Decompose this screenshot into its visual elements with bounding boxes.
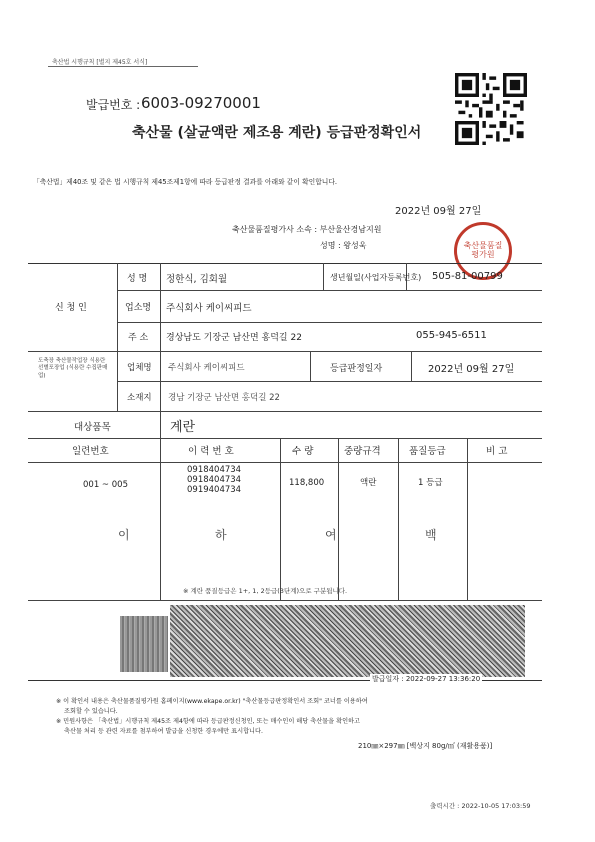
col-header-grade: 품질등급	[409, 446, 446, 457]
grade-date: 2022년 09월 27일	[428, 364, 515, 375]
company-name: 주식회사 케이씨피드	[166, 303, 252, 314]
row-trace-2: 0918404734	[187, 475, 242, 485]
issuer-org: 축산물품질평가사 소속 : 부산울산경남지원	[232, 225, 382, 234]
note-line-3: ※ 민원사항은 「축산법」시행규칙 제45조 제4항에 따라 등급판정신청인, 또는 매수인이 해당 축산물을 확인하고	[56, 718, 361, 725]
obscured-block	[120, 616, 168, 672]
form-note: 축산법 시행규칙 [별지 제45호 서식]	[52, 59, 148, 66]
issue-number: 6003-09270001	[141, 94, 261, 112]
print-issue-time: 발급일자 : 2022-09-27 13:36:20	[372, 675, 481, 683]
blank-mark-4: 백	[425, 528, 437, 542]
divider	[338, 438, 339, 600]
col-header-note: 비 고	[486, 446, 508, 457]
divider	[160, 263, 161, 351]
applicant-regno: 505-81-00799	[432, 271, 503, 282]
note-line-2: 조회할 수 있습니다.	[64, 708, 118, 715]
divider	[28, 462, 542, 463]
note-line-1: ※ 이 확인서 내용은 축산물품질평가원 홈페이지(www.ekape.or.kr) "축산물등급판정확인서 조회" 코너를 이용하여	[56, 698, 368, 705]
divider	[398, 438, 399, 600]
blank-mark-3: 여	[325, 528, 337, 542]
divider	[117, 290, 542, 291]
blank-mark-1: 이	[118, 528, 130, 542]
address-label: 주 소	[128, 333, 149, 343]
grade-date-label: 등급판정일자	[330, 364, 383, 374]
company-label: 업소명	[125, 303, 152, 313]
issue-label: 발급번호 :	[86, 98, 141, 112]
row-trace-3: 0919404734	[187, 485, 242, 495]
header-divider	[48, 66, 198, 67]
workplace-name-label: 업체명	[127, 363, 152, 373]
divider	[117, 381, 542, 382]
address: 경상남도 기장군 남산면 홍덕길 22	[166, 333, 302, 343]
divider	[28, 600, 542, 601]
table-top-border	[28, 263, 542, 264]
qr-code-icon	[455, 73, 527, 145]
applicant-name-label: 성 명	[127, 274, 148, 284]
col-header-trace: 이 력 번 호	[188, 446, 234, 457]
phone: 055-945-6511	[416, 330, 487, 341]
divider	[28, 438, 542, 439]
product-value: 계란	[170, 420, 196, 435]
row-trace-1: 0918404734	[187, 465, 242, 475]
col-header-weight: 중량규격	[344, 446, 381, 457]
issue-date: 2022년 09월 27일	[395, 206, 482, 217]
location-label: 소재지	[127, 393, 152, 403]
divider	[467, 438, 468, 600]
col-header-serial: 일련번호	[72, 446, 109, 457]
paper-spec: 210㎜×297㎜ [백상지 80g/㎡ (재활용품)]	[358, 742, 493, 750]
col-header-qty: 수 량	[292, 446, 314, 457]
blank-mark-2: 하	[215, 528, 227, 542]
divider	[28, 351, 542, 352]
row-serial: 001 ~ 005	[83, 480, 128, 490]
applicant-section-label: 신 청 인	[55, 303, 87, 313]
row-qty: 118,800	[289, 478, 325, 488]
document-title: 축산물 (살균액란 제조용 계란) 등급판정확인서	[132, 125, 422, 141]
applicant-regno-label: 생년월일(사업자등록번호)	[330, 273, 422, 282]
grade-footnote: ※ 계란 품질등급은 1+, 1, 2등급(3단계)으로 구분됩니다.	[183, 587, 348, 595]
divider	[411, 351, 412, 381]
divider	[28, 411, 542, 412]
workplace-name: 주식회사 케이씨피드	[168, 363, 245, 373]
issuer-name: 성명 : 왕성욱	[320, 241, 367, 250]
workplace-section-label: 도축장 축산물작업장 식용란선별포장업 (식용란 수집판매업)	[38, 358, 108, 379]
divider	[323, 263, 324, 290]
divider	[160, 438, 161, 600]
intro-text: 「축산법」제40조 및 같은 법 시행규칙 제45조제1항에 따라 등급판정 결과를 아래와 같이 확인합니다.	[33, 178, 338, 186]
row-weight: 액란	[360, 478, 377, 488]
divider	[117, 322, 542, 323]
product-label: 대상품목	[74, 422, 111, 433]
location: 경남 기장군 남산면 홍덕길 22	[168, 393, 280, 403]
divider	[280, 438, 281, 600]
divider	[310, 351, 311, 381]
seal-text: 축산물품질평가원	[463, 241, 503, 259]
divider	[117, 263, 118, 351]
divider	[160, 411, 161, 438]
applicant-name: 정한식, 김회월	[166, 274, 228, 285]
obscured-block	[170, 605, 525, 677]
note-line-4: 축산물 처리 등 관련 자료를 첨부하여 발급을 신청한 경우에만 표시합니다.	[64, 728, 263, 735]
print-time: 출력시간 : 2022-10-05 17:03:59	[430, 802, 531, 810]
row-grade: 1 등급	[418, 478, 443, 488]
